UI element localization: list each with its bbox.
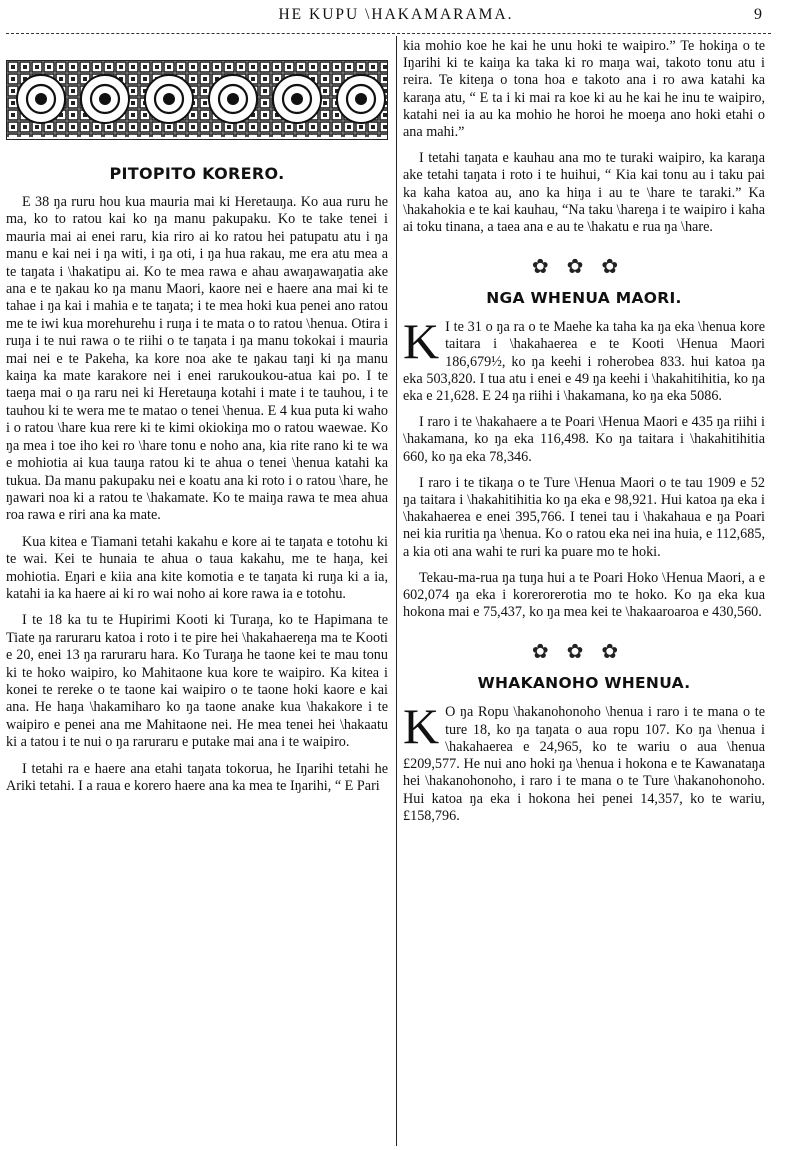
paragraph-ingarihi: I tetahi ra e haere ana etahi taŋata tokorua, he Iŋarihi tetahi he Ariki tetahi. I a raua e korero haere ana ka mea te Iŋarihi, “ E Pari: [6, 760, 388, 794]
flower-icon: ✿: [601, 256, 637, 279]
paragraph-kauhau: I tetahi taŋata e kauhau ana mo te turaki waipiro, ka karaŋa ake tetahi taŋata i roto i te huihui, “ Kia kai tonu au i taku pai ka kaha katoa au, ano ka hiŋa i au te \hare te taraki.” Ka \hakahokia e te kai kauhau, “Na taku \hareŋa i te waipiro i kaha ai toku tinana, a taea ana e au te \hakatu e rua ŋa \hare.: [403, 150, 765, 236]
flower-ornament-row: [403, 639, 765, 664]
page-number: 9: [754, 6, 762, 23]
page-header: [0, 6, 792, 28]
section-heading-whakanoho: WHAKANOHO WHENUA.: [477, 674, 691, 693]
running-title: HE KUPU \HAKAMARAMA.: [278, 6, 514, 23]
paragraph-ropu: K O ŋa Ropu \hakanohonoho \henua i raro i te mana o te ture 18, ko ŋa taŋata o aua ropu 107. Ko ŋa \henua i \hakahaerea e 24,965, ko te wariu o aua \henua £209,577. He nui ano hoki ŋa \henua i hokona e te Kawanataŋa hei \hakanohonoho, i raro i te mana o te Ture \hakanohonoho. Hui katoa ŋa eka i hokona hei penei 14,357, ko te wariu, £158,796.: [403, 698, 765, 824]
paragraph-poari: I raro i te \hakahaere a te Poari \Henua Maori e 435 ŋa riihi i \hakamana, ko ŋa eka 116,498. Ko ŋa taitara i \hakahitihitia 660, ko ŋa eka 78,346.: [403, 414, 765, 465]
dropcap: K: [403, 313, 440, 370]
flower-icon: ✿: [566, 256, 602, 279]
flower-icon: ✿: [566, 641, 602, 664]
left-column: [6, 40, 388, 795]
section-heading-pitopito: PITOPITO KORERO.: [109, 164, 285, 183]
paragraph-tekau: Tekau-ma-rua ŋa tuŋa hui a te Poari Hoko \Henua Maori, a e 602,074 ŋa eka i korerorerotia mo te hoko. Ko ŋa eka kua hokona mai e 75,437, ko ŋa mea kei te \hakaaroaroa e 430,560.: [403, 569, 765, 621]
flower-icon: ✿: [531, 641, 567, 664]
section-heading-nga-whenua: NGA WHENUA MAORI.: [486, 289, 682, 308]
flower-icon: ✿: [531, 256, 567, 279]
dropcap: K: [403, 698, 440, 755]
column-divider: [396, 36, 397, 1146]
paragraph-ruru: E 38 ŋa ruru hou kua mauria mai ki Heretauŋa. Ko aua ruru he ma, ko to ratou kai ko ŋa manu pakupaku. Ko te take tenei i mauria mai ai enei raru, kia riro ai ko ratou hei patupatu atu i ŋa manu e kai nei i ŋa witi, i ŋa oti, i ŋa hua rakau, me era atu mea a te taŋata i \hakatipu ai. Ko te mea rawa e ahau awaŋawaŋatia ake ana e te ŋakau ko ŋa manu Maori, kaore nei e haere ana mai ki te tahae i ŋa kai i mahia e te taŋata; i te mea hoki kua penei ano ratou me te iwi kua morehurehu i ruŋa i te mata o to ratou \henua. Otira i ruŋa i te nui rawa o te riihi o te taŋata i ŋa manu tokokai i mauria mai nei e te Pakeha, ka kore noa ake te ŋakau taŋi ki ŋa manu kaiŋa ka mate karakore nei i enei rarukoukou-atua kai po. I te taeŋa mai o ŋa raru nei ki Heretauŋa kotahi i mate i te tauhou, i te tauhou ki te wera me te matao o tenei \henua. E 4 kua puta ki waho i o ratou \hare kua rere ki te kimi okiokiŋa mo o ratou waewae. Ko ŋa mea i toe iho kei ro \hare tonu e noho ana, kia rite rano ki te wa e mohiotia ai kua tauŋa ratou ki te ahua o tenei \henua katahi ka tukua. Ŋa manu pakupaku nei e koatu ana ki roto i o ratou \hare, he ŋawari noa ki a ratou te \hakamate. Ko te maiŋa rawa te mea ahua roa rawa e riri ana ka mate.: [6, 194, 388, 524]
paragraph-ture: I raro i te tikaŋa o te Ture \Henua Maori o te tau 1909 e 52 ŋa taitara i \hakahitihitia ko ŋa eka e 98,921. Hui katoa ŋa eka i \hakahaerea e enei 395,766. I tenei tau i \hakahaua e ŋa Poari nei kia ruritia ŋa \henua. Ko o ratou eka nei ina huia, e 112,685, a kia oti ana wahi te ruri ka puare mo te hoki.: [403, 474, 765, 560]
right-column: [403, 38, 765, 825]
header-rule: [6, 33, 771, 34]
paragraph-maehe: K I te 31 o ŋa ra o te Maehe ka taha ka ŋa eka \henua kore taitara i \hakahaerea e te Kooti \Henua Maori 186,679½, ko ŋa keehi i roherobea 833. hui katoa ŋa eka 503,820. I tua atu i enei e 49 ŋa keehi i \hakahitihitia, ko ŋa eka e 21,628. E 24 ŋa riihi i \hakamana, ko ŋa eka 5086.: [403, 313, 765, 405]
paragraph-kooti: I te 18 ka tu te Hupirimi Kooti ki Turaŋa, ko te Hapimana te Tiate ŋa raruraru katoa i roto i te pire hei \hakahaereŋa ma te Kooti e 20, enei 13 ŋa raruraru hara. Ko Turaŋa he taone kei te mau tonu ki te hoko waipiro, ko Mahitaone kua kore te waipiro. Ka kitea i konei te rereke o te taone kai waipiro o te taone hoki kaore e kai ana. He haŋa \hakamiharo ko ŋa taone anake kua \hakakore i te waipiro e penei ana me Mahitaone nei. He mea tenei hei \hakaatu ki a tatou i te nui o ŋa raruraru e putake mai ana i te waipiro.: [6, 612, 388, 751]
paragraph-kakahu: Kua kitea e Tiamani tetahi kakahu e kore ai te taŋata e totohu ki te wai. Kei te hunaia te ahua o taua kakahu, me te haŋa, kei mohiotia. Eŋari e kiia ana kite komotia e te taŋata ki ruŋa ki a ia, katahi ia ka haere ai ki ro wai noho ai kore rawa ia e totohu.: [6, 533, 388, 602]
flower-icon: ✿: [601, 641, 637, 664]
flower-ornament-row: [403, 254, 765, 279]
floral-banner-icon: [6, 60, 388, 140]
paragraph-continued: kia mohio koe he kai he unu hoki te waipiro.” Te hokiŋa o te Iŋarihi ki te kaiŋa ka taka ki ro maŋa wai, takoto tonu atu i reira. Te kiteŋa o tona hoa e takoto ana i ro awa katahi ka karaŋa atu, “ E ta i ki mai ra koe ki au he kai he inu te waipiro, katahi nei ia au ka mohio he horoi he moeŋa ano hoki etahi o ana mahi.”: [403, 38, 765, 141]
floral-banner-graphic: [7, 61, 387, 137]
